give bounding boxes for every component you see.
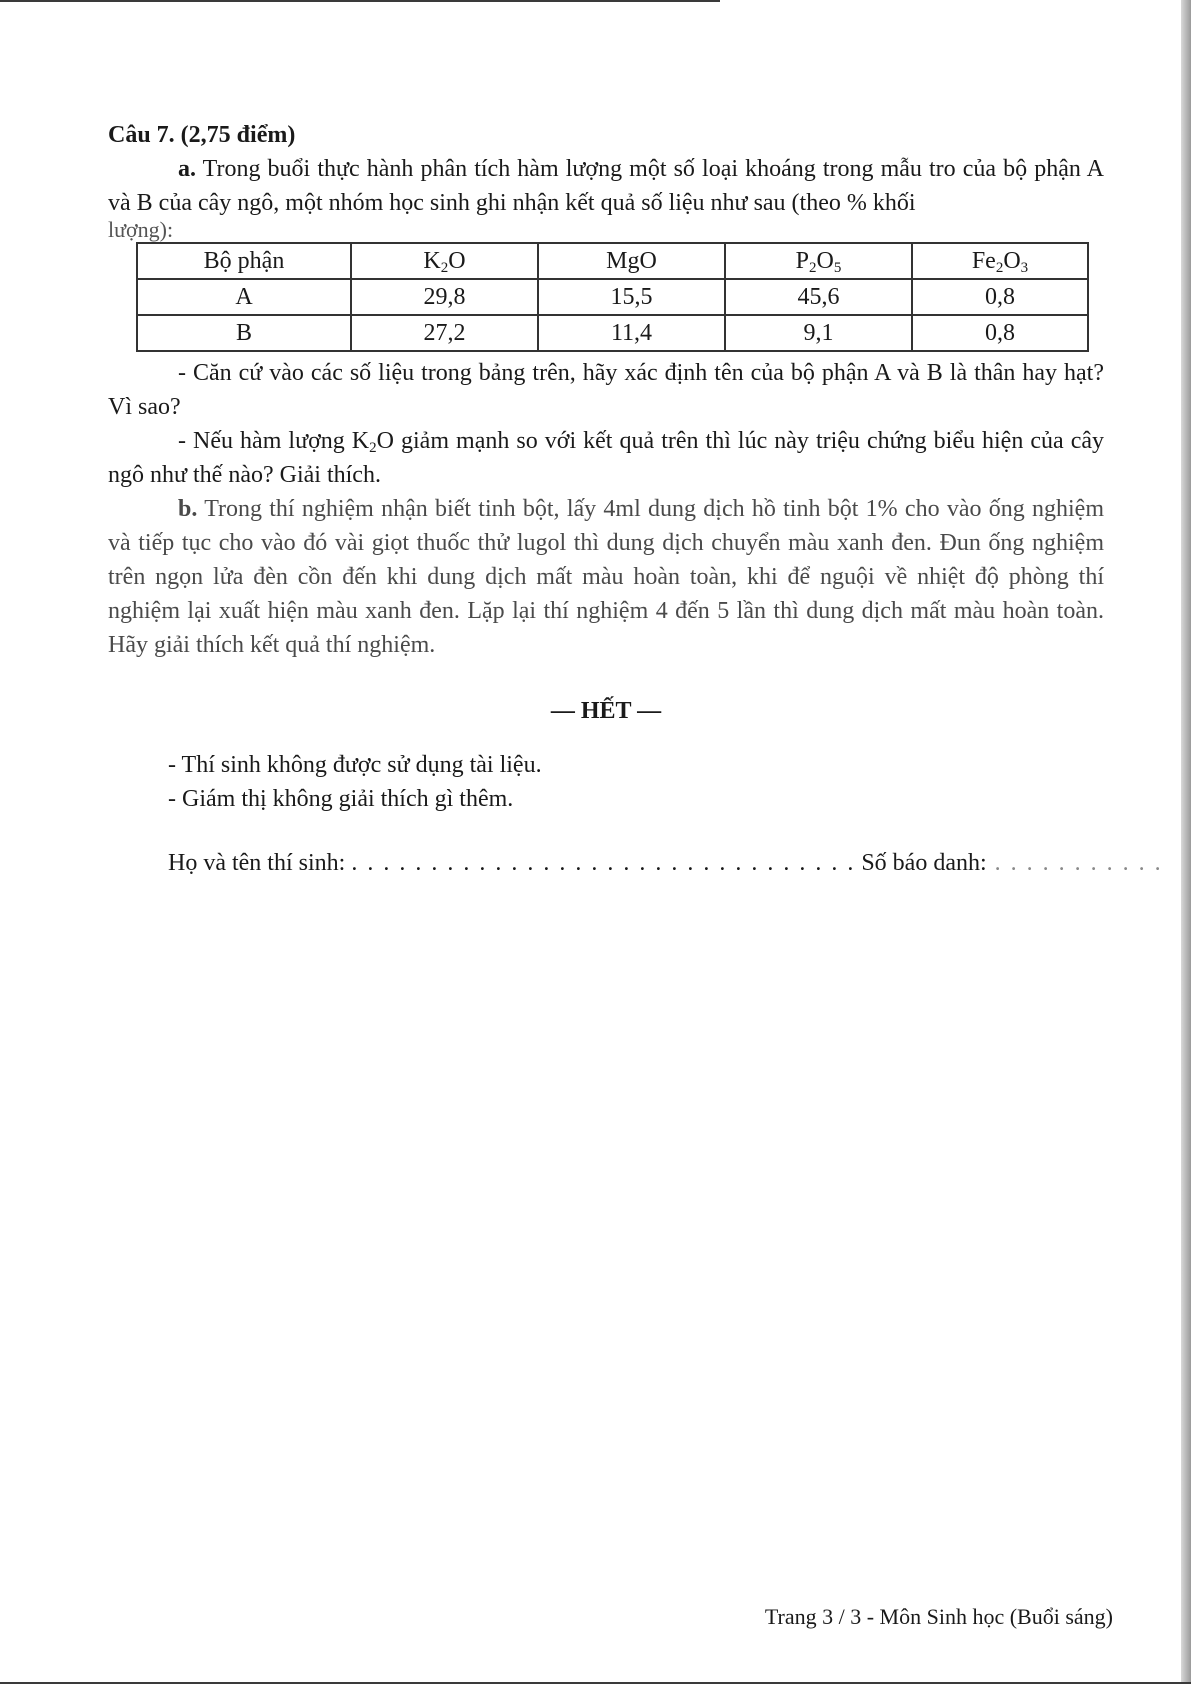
id-dots: . . . . . . . . . . . bbox=[986, 850, 1163, 876]
part-a-paragraph bbox=[108, 152, 1104, 220]
part-a-text-end: lượng): bbox=[108, 217, 174, 242]
scan-top-edge bbox=[0, 0, 720, 2]
scan-right-edge bbox=[1181, 0, 1191, 1684]
cell-fe2o3: 0,8 bbox=[912, 315, 1088, 351]
table-header-row bbox=[137, 243, 1088, 279]
header-fe2o3: $Fe_2O_3$ bbox=[912, 243, 1088, 279]
id-label: Số báo danh: bbox=[855, 850, 987, 876]
question-title: Câu 7. (2,75 điểm) bbox=[108, 122, 296, 148]
note-item: - Giám thị không giải thích gì thêm. bbox=[168, 786, 514, 812]
header-k2o: $K_2O$ bbox=[351, 243, 538, 279]
part-b-text: Trong thí nghiệm nhận biết tinh bột, lấy 4ml dung dịch hồ tinh bột 1% cho vào ống nghiệm và tiếp tục cho vào đó vài giọt thuốc thử lugol thì dung dịch chuyển màu xanh đen. Đun ống nghiệm trên ngọn lửa đèn cồn đến khi dung dịch mất màu hoàn toàn, khi để nguội về nhiệt độ phòng thí nghiệm lại xuất hiện màu xanh đen. Lặp lại thí nghiệm 4 đến 5 lần thì dung dịch mất màu hoàn toàn. Hãy giải thích kết quả thí nghiệm. bbox=[108, 496, 1104, 658]
cell-k2o: 27,2 bbox=[351, 315, 538, 351]
mineral-table bbox=[136, 242, 1089, 352]
cell-mgo: 11,4 bbox=[538, 315, 725, 351]
part-b-paragraph bbox=[108, 492, 1104, 662]
cell-part: A bbox=[137, 279, 351, 315]
header-p2o5: $P_2O_5$ bbox=[725, 243, 912, 279]
cell-p2o5: 45,6 bbox=[725, 279, 912, 315]
cell-part: B bbox=[137, 315, 351, 351]
candidate-info-line bbox=[168, 846, 1163, 880]
cell-fe2o3: 0,8 bbox=[912, 279, 1088, 315]
cell-p2o5: 9,1 bbox=[725, 315, 912, 351]
document-page bbox=[108, 118, 1163, 880]
name-label: Họ và tên thí sinh: bbox=[168, 850, 346, 876]
part-b-label: b. bbox=[178, 496, 198, 522]
header-mgo: MgO bbox=[538, 243, 725, 279]
name-dots: . . . . . . . . . . . . . . . . . . . . . . . . . . . . . . . . bbox=[351, 850, 856, 876]
exam-notes bbox=[168, 748, 1104, 816]
part-a-text: Trong buổi thực hành phân tích hàm lượng một số loại khoáng trong mẫu tro của bộ phận A và B của cây ngô, một nhóm học sinh ghi nhận kết quả số liệu như sau (theo % khối bbox=[108, 156, 1104, 216]
note-item: - Thí sinh không được sử dụng tài liệu. bbox=[168, 752, 542, 778]
cell-k2o: 29,8 bbox=[351, 279, 538, 315]
question-a1: - Căn cứ vào các số liệu trong bảng trên, hãy xác định tên của bộ phận A và B là thân hay hạt? Vì sao? bbox=[108, 360, 1104, 420]
end-mark: — HẾT — bbox=[550, 698, 662, 724]
header-part: Bộ phận bbox=[137, 243, 351, 279]
page-footer: Trang 3 / 3 - Môn Sinh học (Buổi sáng) bbox=[764, 1604, 1113, 1629]
cell-mgo: 15,5 bbox=[538, 279, 725, 315]
table-row bbox=[137, 279, 1088, 315]
table-row bbox=[137, 315, 1088, 351]
part-a-label: a. bbox=[178, 156, 196, 182]
question-a2: - Nếu hàm lượng $K_2O$ giảm mạnh so với kết quả trên thì lúc này triệu chứng biểu hiện của cây ngô như thế nào? Giải thích. bbox=[108, 428, 1105, 488]
